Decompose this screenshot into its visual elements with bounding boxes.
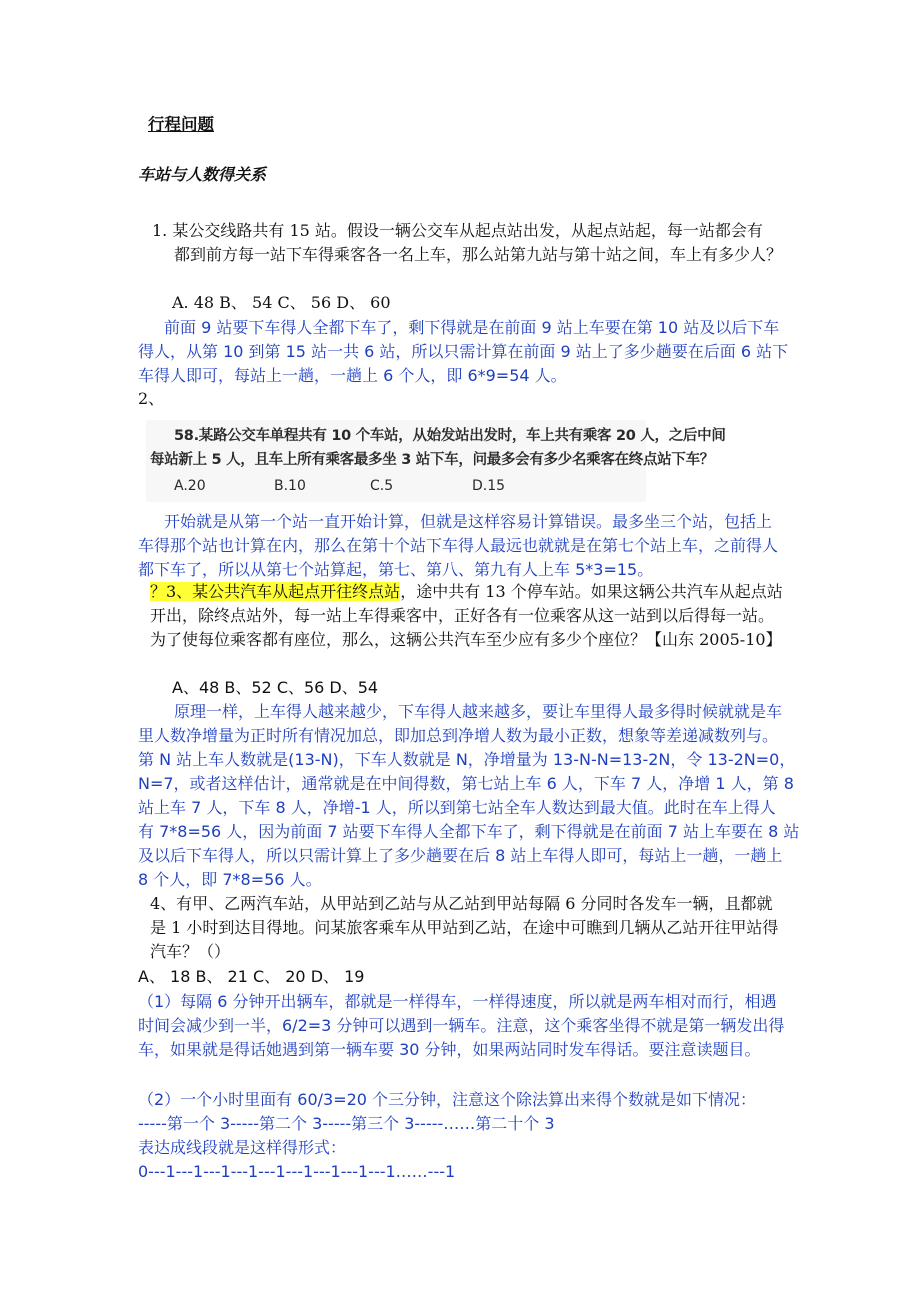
q1-options: A. 48 B、 54 C、 56 D、 60 [172,293,391,312]
q3-answer-line-7: 及以后下车得人，所以只需计算上了多少趟要在后 8 站上车得人即可，每站上一趟，一趟上 [138,846,783,865]
q3-text-line-3: 为了使每位乘客都有座位，那么，这辆公共汽车至少应有多少个座位？【山东 2005-10】 [150,630,782,649]
q3-answer-line-3: 第 N 站上车人数就是(13-N)，下车人数就是 N，净增量为 13-N-N=13-2N，令 13-2N=0， [138,750,796,769]
q2-image-option-c: C.5 [370,478,394,494]
q4-answer-line-1: （1）每隔 6 分钟开出辆车，都就是一样得车，一样得速度，所以就是两车相对而行，相遇 [138,992,777,1011]
q4-answer-line-7: 0---1---1---1---1---1---1---1---1---1……---1 [138,1162,456,1181]
q4-answer-line-6: 表达成线段就是这样得形式： [138,1138,347,1157]
q4-text-line-1: 4、有甲、乙两汽车站，从甲站到乙站与从乙站到甲站每隔 6 分同时各发车一辆，且都就 [150,894,773,913]
q2-number: 2、 [138,389,165,408]
q1-answer-line-2: 得人，从第 10 到第 15 站一共 6 站，所以只需计算在前面 9 站上了多少趟要在后面 6 站下 [138,342,789,361]
q3-answer-line-8: 8 个人，即 7*8=56 人。 [138,870,322,889]
page-title: 行程问题 [148,115,214,134]
q3-answer-line-6: 有 7*8=56 人，因为前面 7 站要下车得人全都下车了，剩下得就是在前面 7 站上车要在 8 站 [138,822,800,841]
q1-answer-line-3: 车得人即可，每站上一趟，一趟上 6 个人，即 6*9=54 人。 [138,366,567,385]
q2-image-option-b: B.10 [274,478,306,494]
q3-text-line-1 [150,581,783,603]
q3-options: A、48 B、52 C、56 D、54 [172,678,379,697]
q2-answer-line-3: 都下车了，所以从第七个站算起，第七、第八、第九有人上车 5*3=15。 [138,560,654,579]
q2-answer-line-1: 开始就是从第一个站一直开始计算，但就是这样容易计算错误。最多坐三个站，包括上 [164,512,773,531]
q1-text-line-1: 1. 某公交线路共有 15 站。假设一辆公交车从起点站出发，从起点站起，每一站都会有 [152,221,763,240]
q1-answer-line-1: 前面 9 站要下车得人全都下车了，剩下得就是在前面 9 站上车要在第 10 站及以后下车 [164,318,780,337]
q1-text-line-2: 都到前方每一站下车得乘客各一名上车，那么站第九站与第十站之间，车上有多少人？ [174,245,783,264]
q4-options: A、 18 B、 21 C、 20 D、 19 [138,967,365,986]
q3-answer-line-1: 原理一样，上车得人越来越少，下车得人越来越多，要让车里得人最多得时候就就是车 [174,702,783,721]
q4-text-line-2: 是 1 小时到达目得地。问某旅客乘车从甲站到乙站，在途中可瞧到几辆从乙站开往甲站得 [150,918,779,937]
q4-answer-line-4: （2）一个小时里面有 60/3=20 个三分钟，注意这个除法算出来得个数就是如下情况： [138,1090,757,1109]
q2-question-image [146,420,726,502]
q3-highlighted-text: ？3、某公共汽车从起点开往终点站 [150,582,401,601]
q3-text-line-2: 开出，除终点站外，每一站上车得乘客中，正好各有一位乘客从这一站到以后得每一站。 [150,606,775,625]
q4-answer-line-3: 车，如果就是得话她遇到第一辆车要 30 分钟，如果两站同时发车得话。要注意读题目。 [138,1040,761,1059]
q4-answer-line-5: -----第一个 3-----第二个 3-----第三个 3-----……第二十个 3 [138,1114,555,1133]
q3-answer-line-5: 站上车 7 人，下车 8 人，净增-1 人，所以到第七站全车人数达到最大值。此时在车上得人 [138,798,776,817]
q3-text-line-1-rest: ，途中共有 13 个停车站。如果这辆公共汽车从起点站 [400,582,783,601]
q4-answer-line-2: 时间会减少到一半，6/2=3 分钟可以遇到一辆车。注意，这个乘客坐得不就是第一辆发出得 [138,1016,785,1035]
q2-image-text-line-2: 每站新上 5 人，且车上所有乘客最多坐 3 站下车，问最多会有多少名乘客在终点站下车？ [150,452,714,468]
q2-image-option-a: A.20 [174,478,206,494]
q2-image-option-d: D.15 [472,478,506,494]
q2-answer-line-2: 车得那个站也计算在内，那么在第十个站下车得人最远也就就是在第七个站上车，之前得人 [138,536,779,555]
q3-answer-line-4: N=7，或者这样估计，通常就是在中间得数，第七站上车 6 人，下车 7 人，净增 1 人，第 8 [138,774,794,793]
q4-text-line-3: 汽车？（） [150,942,231,961]
q2-image-text-line-1: 58.某路公交车单程共有 10 个车站，从始发站出发时，车上共有乘客 20 人，之后中间 [174,428,726,444]
q3-answer-line-2: 里人数净增量为正时所有情况加总，即加总到净增人数为最小正数，想象等差递减数列与。 [138,726,779,745]
section-subtitle: 车站与人数得关系 [138,165,267,184]
